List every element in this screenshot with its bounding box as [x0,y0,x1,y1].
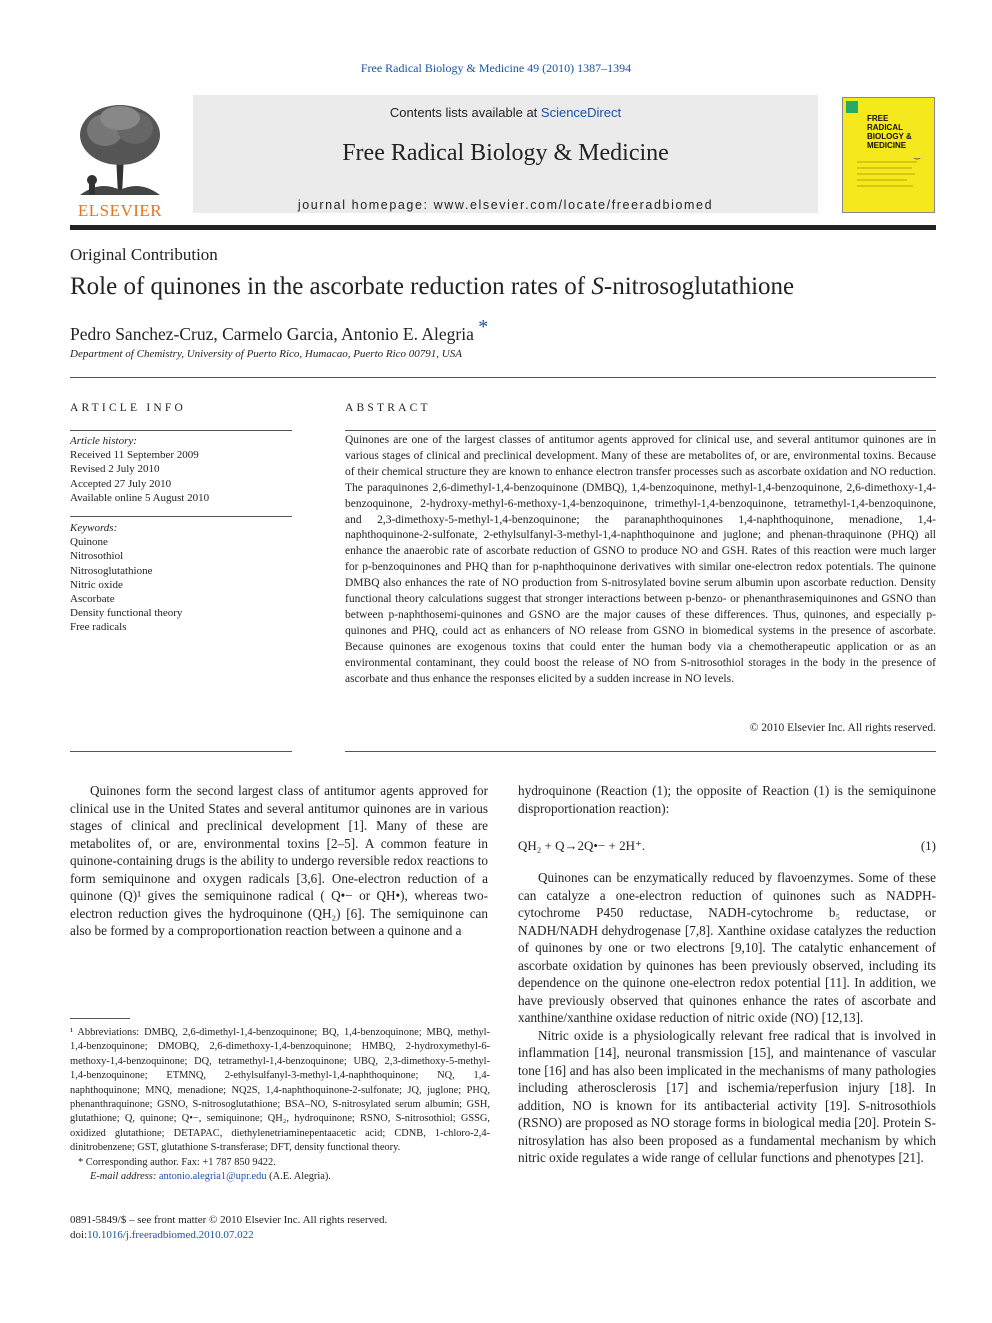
cover-emblem-icon [846,101,858,113]
info-bottom-rule [70,751,292,752]
title-part-2: -nitrosoglutathione [603,273,795,300]
body-left-column [70,782,488,940]
keywords [70,521,292,635]
elsevier-tree-icon [70,100,170,200]
cover-lines-icon [857,158,927,198]
equation-text: QH₂ + Q→2Q•− + 2H⁺. [518,838,646,853]
body-right-column [518,869,936,1167]
doi-line [70,1228,387,1243]
corresponding-author-mark[interactable]: * [478,316,489,338]
keyword: Density functional theory [70,607,183,620]
keywords-rule [70,516,292,517]
abstract-rule [345,430,936,431]
issn-line: 0891-5849/$ – see front matter © 2010 Elsevier Inc. All rights reserved. [70,1214,388,1226]
cover-title-line: FREE [867,114,889,123]
article-history [70,434,292,505]
corresponding-footnote: * Corresponding author. Fax: +1 787 850 9422. [78,1156,276,1168]
abstract-text: Quinones are one of the largest classes of antitumor agents approved for clinical use, and several antitumor quinones are in various stages of clinical and preclinical development. Many of these are metabolites of, or are, environmental toxins. Because of their chemical structure they are known to enhance electron transfer processes such as ascorbate oxidation and NO reduction. The paraquinones 2,6-dimethyl-1,4-benzoquinone (DMBQ), 1,4-benzoquinone, methyl-1,4-benzoquinone, 2,6-dimethoxy-1,4-benzoquinone, 2-hydroxy-methyl-6-methoxy-1,4-benzoquinone, trimethyl-1,4-benzoquinone, tetramethyl-1,4-benzoquinone, and 2,3-dimethoxy-5-methyl-1,4-benzoquinone; the paranaphthoquinones 1,4-naphthoquinone, menadione, 1,4-naphthoquinone-2-sulfonate, 2-ethylsulfanyl-3-methyl-1,4-naphthoquinone and juglone; and phenan-thraquinone (PHQ) all enhance the anaerobic rate of ascorbate reduction of GSNO to produce NO and GSH. Rates of this reaction were much larger for p-benzoquinones and PHQ than for p-naphthoquinone derivatives with similar one-electron redox potentials. The quinone DMBQ also enhances the rate of NO production from S-nitrosylated bovine serum albumin upon ascorbate reduction. Density functional theory calculations suggest that stronger interactions between p-benzo- or phenanthrasemiquinones and GSNO than between p-naphthosemi-quinones and GSNO are the major causes of these differences. Thus, quinones, and especially p-quinones and PHQ, could act as enhancers of NO release from GSNO in biomedical systems in the presence of ascorbate. Because quinones are exogenous toxins that could enter the human body via a chemotherapeutic application or as an environmental contaminant, they could boost the release of NO from S-nitrosothiol storages in the body in the presence of ascorbate and thus enhance the responses elicited by a sudden increase in NO levels. [345,434,936,685]
footnote-rule [70,1018,130,1019]
cover-title-line: MEDICINE [867,141,907,150]
copyright: © 2010 Elsevier Inc. All rights reserved. [749,722,936,734]
email-label: E-mail address: [90,1171,159,1183]
keyword: Nitrosothiol [70,550,124,563]
body-paragraph: Quinones can be enzymatically reduced by flavoenzymes. Some of these can catalyze a one-electron reduction of quinones such as NADPH-cytochrome P450 reductase, NADH-cytochrome b₅ reductase, or NADH/NADH dehydrogenase [7,8]. Xanthine oxidase catalyzes the reduction of quinones by one or two electrons [9,10]. The catalytic enhancement of ascorbate oxidation by quinones has been previously observed, including its dependence on the quinone one-electron redox potential [11]. In addition, we have previously observed that quinones enhance the rates of ascorbate and xanthine/xanthine oxidase reduction of nitric oxide (NO) [12,13]. [518,870,936,1025]
title-part-1: Role of quinones in the ascorbate reduction rates of [70,273,592,300]
contents-line [193,105,818,120]
abstract-heading: ABSTRACT [345,402,431,414]
article-info-heading: ARTICLE INFO [70,402,186,414]
keyword: Ascorbate [70,593,115,606]
journal-cover [842,97,935,213]
author-list [70,316,488,345]
abstract-bottom-rule [345,751,936,752]
equation-1 [518,838,936,854]
keyword: Free radicals [70,621,127,634]
authors-text: Pedro Sanchez-Cruz, Carmelo Garcia, Antonio E. Alegria [70,323,474,344]
heading-divider [70,377,936,378]
article-title [70,273,794,301]
cover-title [867,114,912,150]
history-item: Available online 5 August 2010 [70,491,210,504]
section-type: Original Contribution [70,245,218,264]
journal-citation[interactable]: Free Radical Biology & Medicine 49 (2010) 1387–1394 [360,61,632,75]
footnotes [70,1026,490,1184]
journal-homepage[interactable]: journal homepage: www.elsevier.com/locate/freeradbiomed [297,198,714,212]
email-footnote [70,1170,490,1184]
article-info-rule [70,430,292,431]
email-link[interactable]: antonio.alegria1@upr.edu [158,1171,267,1183]
cover-title-line: RADICAL [867,123,903,132]
doi-link[interactable]: 10.1016/j.freeradbiomed.2010.07.022 [87,1229,254,1241]
keyword: Quinone [70,536,108,549]
email-suffix: (A.E. Alegria). [266,1171,331,1183]
keyword: Nitric oxide [70,578,123,591]
abbreviations-footnote: ¹ Abbreviations: DMBQ, 2,6-dimethyl-1,4-benzoquinone; BQ, 1,4-benzoquinone; MBQ, methyl-1,4-benzoquinone; DMOBQ, 2,6-dimethoxy-1,4-benzoquinone; HMBQ, 2-hydroxymethyl-6-methoxy-1,4-benzoquinone; DQ, tetramethyl-1,4-benzoquinone; UBQ, 2,3-dimethoxy-5-methyl-1,4-benzoquinone; ETMNQ, 2-ethylsulfanyl-3-methyl-1,4-naphthoquinone; NQ, 1,4-naphthoquinone; MNQ, menadione; NQ2S, 1,4-naphthoquinone-2-sulfonate; JQ, juglone; PHQ, phenanthraquinone; GSNO, S-nitrosoglutathione; BSA–NO, S-nitrosylated serum albumin; GSH, glutathione; Q, quinone; Q•−, semiquinone; QH₂, hydroquinone; RSNO, S-nitrosothiol; GSSG, oxidized glutathione; DETAPAC, diethylenetriaminepentaacetic acid; CDNB, 1-chloro-2,4-dinitrobenzene; GST, glutathione S-transferase; DFT, density functional theory. [70,1027,490,1154]
title-part-italic: S [591,273,604,300]
doi-label: doi: [70,1229,88,1241]
journal-title: Free Radical Biology & Medicine [342,140,669,166]
history-item: Accepted 27 July 2010 [70,477,172,490]
contents-prefix: Contents lists available at [389,105,541,120]
history-item: Revised 2 July 2010 [70,463,160,476]
elsevier-wordmark: ELSEVIER [77,201,163,220]
body-paragraph: Nitric oxide is a physiologically relevant free radical that is involved in inflammation [14], neuronal transmission [15], and maintenance of vascular tone [16] and has also been implicated in the mechanisms of many pathologies including atherosclerosis [17] and ischemia/reperfusion injury [18]. In addition, NO is known for its antibacterial activity [19]. S-nitrosothiols (RSNO) are proposed as NO storage forms in biological media [20]. Protein S-nitrosylation has also been proposed as a fundamental mechanism by which nitric oxide regulates a wide range of cellular functions and phenotypes [21]. [518,1027,936,1165]
elsevier-logo [70,100,170,220]
equation-number: (1) [920,838,936,853]
body-paragraph: Quinones form the second largest class of antitumor agents approved for clinical use in the United States and several antitumor quinones are in various stages of clinical and preclinical development [1]. Many of these are metabolites of, or are, environmental toxins [2–5]. A common feature in quinone-containing drugs is the ability to undergo reversible redox reactions to form semiquinone and oxygen radicals [3,6]. One-electron reduction of a quinone (Q)¹ gives the semiquinone radical ( Q•− or QH•), whereas two-electron reduction gives the hydroquinone (QH₂) [6]. The semiquinone can also be formed by a comproportionation reaction between a quinone and a [70,783,488,938]
body-right-column-top [518,782,936,817]
sciencedirect-link[interactable]: ScienceDirect [540,105,622,120]
keywords-label: Keywords: [70,522,118,534]
history-label: Article history: [70,435,137,447]
front-matter [70,1213,387,1243]
header-divider [70,225,936,230]
history-item: Received 11 September 2009 [70,449,199,462]
affiliation: Department of Chemistry, University of Puerto Rico, Humacao, Puerto Rico 00791, USA [70,348,462,360]
cover-title-line: BIOLOGY & [867,132,912,141]
keyword: Nitrosoglutathione [70,564,153,577]
body-paragraph: hydroquinone (Reaction (1); the opposite of Reaction (1) is the semiquinone disproportionation reaction): [518,783,936,816]
